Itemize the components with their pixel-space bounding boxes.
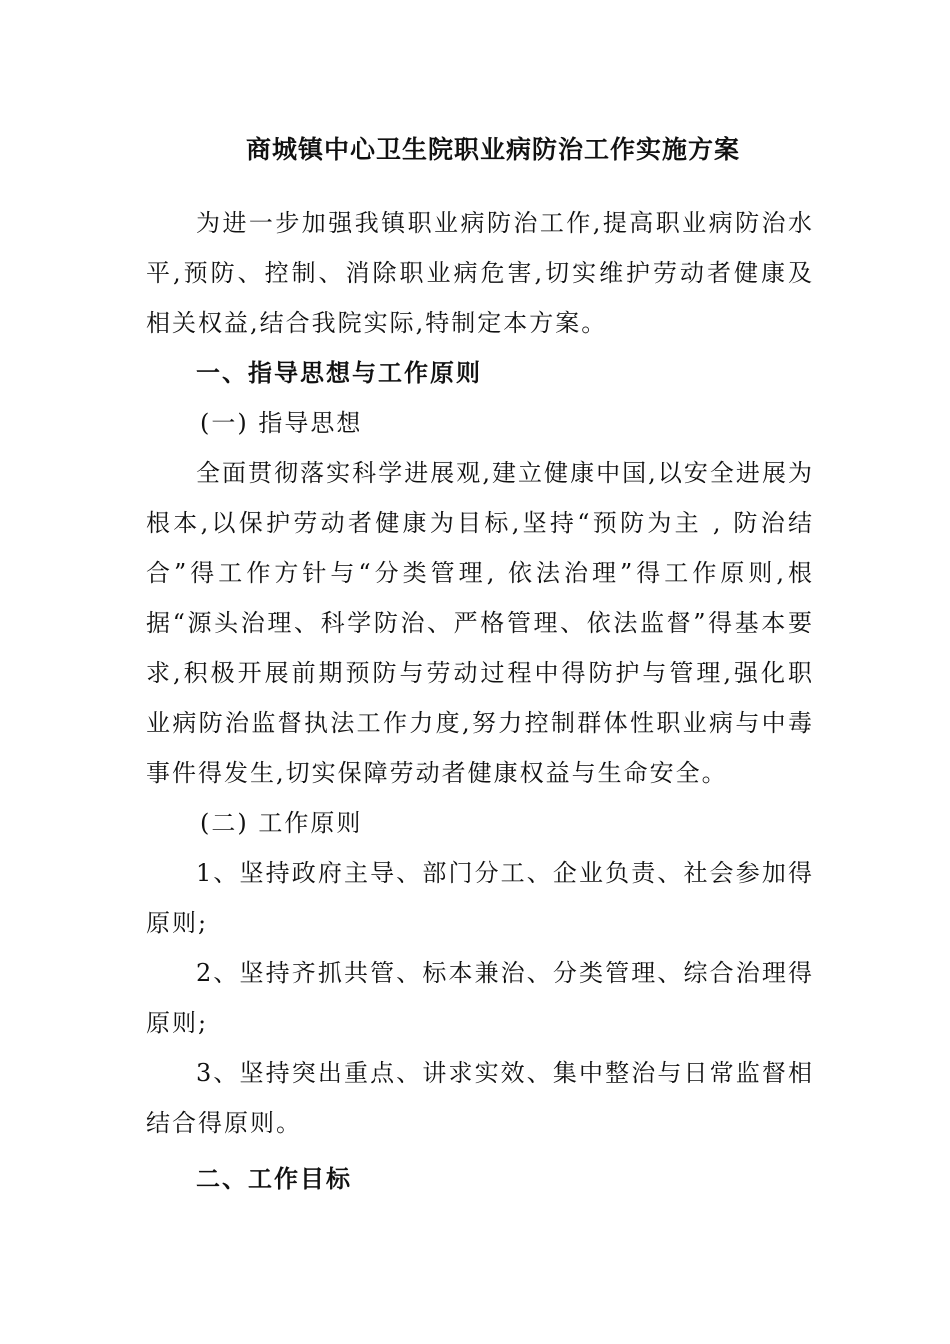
subsection-heading-guiding-ideology: (一) 指导思想 (200, 409, 363, 437)
guiding-ideology-paragraph: 全面贯彻落实科学进展观,建立健康中国,以安全进展为根本,以保护劳动者健康为目标,坚持“预防为主 , 防治结合”得工作方针与“分类管理, 依法治理”得工作原则,根据“源头治理、科学防治、严格管理、依法监督”得基本要求,积极开展前期预防与劳动过程中得防护与管理,强化职业病防治监督执法工作力度,努力控制群体性职业病与中毒事件得发生,切实保障劳动者健康权益与生命安全。 (146, 459, 814, 787)
section-heading-guiding-principles: 一、指导思想与工作原则 (196, 359, 482, 387)
principle-item: 1、坚持政府主导、部门分工、企业负责、社会参加得原则; (146, 859, 814, 937)
section-heading-work-goals: 二、工作目标 (196, 1165, 352, 1193)
principle-item: 3、坚持突出重点、讲求实效、集中整治与日常监督相结合得原则。 (146, 1059, 814, 1137)
principle-item: 2、坚持齐抓共管、标本兼治、分类管理、综合治理得原则; (146, 959, 814, 1037)
subsection-heading-work-principles: (二) 工作原则 (200, 809, 363, 837)
document-body (146, 198, 814, 1204)
document-title: 商城镇中心卫生院职业病防治工作实施方案 (246, 135, 741, 164)
intro-paragraph: 为进一步加强我镇职业病防治工作,提高职业病防治水平,预防、控制、消除职业病危害,切实维护劳动者健康及相关权益,结合我院实际,特制定本方案。 (146, 209, 814, 337)
